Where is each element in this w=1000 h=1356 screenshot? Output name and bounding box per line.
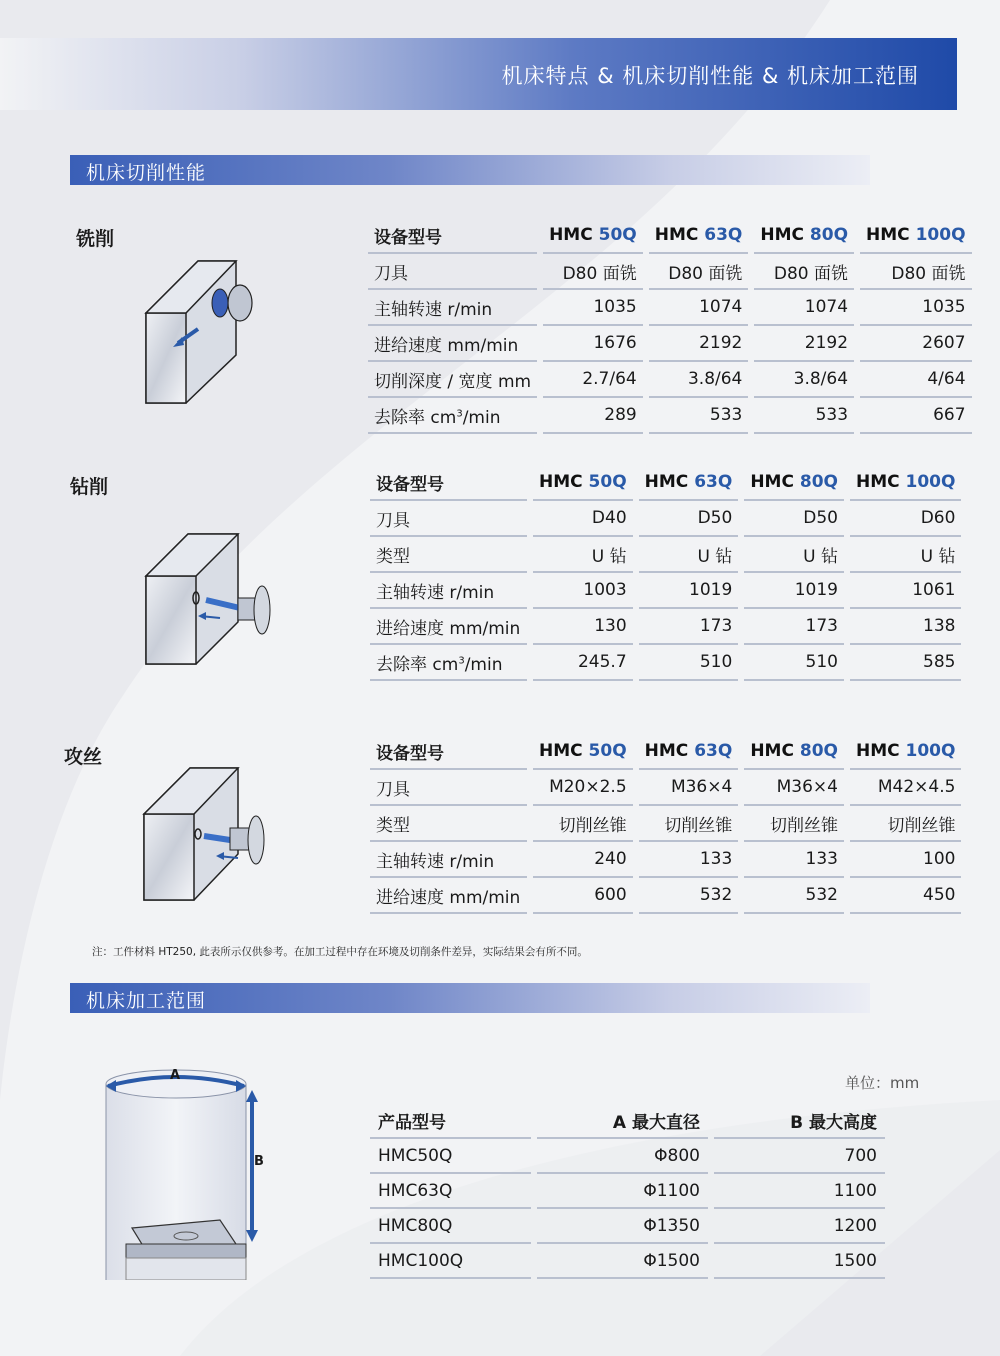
tapping-model-80q: HMC 80Q [744,734,844,770]
tapping-label: 攻丝 [64,746,103,768]
top-banner [0,38,957,110]
drilling-header-label: 设备型号 [370,465,527,501]
table-row: 切削深度 / 宽度 mm 2.7/64 3.8/64 3.8/64 4/64 [368,362,972,398]
milling-illustration [140,255,260,405]
drilling-table [364,465,967,681]
dimension-a-label: A [170,1068,181,1083]
table-row: 刀具 D80 面铣 D80 面铣 D80 面铣 D80 面铣 [368,254,972,290]
page-header-title: 机床特点 & 机床切削性能 & 机床加工范围 [501,64,919,88]
table-row: 刀具 M20×2.5 M36×4 M36×4 M42×4.5 [370,770,961,806]
table-row: 去除率 $cm^3/\min$ 245.7 510 510 585 [370,645,961,681]
unit-label: 单位：mm [845,1074,920,1092]
table-row: 进给速度 mm/min 600 532 532 450 [370,878,961,914]
drilling-model-50q: HMC 50Q [533,465,633,501]
section-bar-cutting [70,155,870,185]
table-row: 进给速度 mm/min 130 173 173 138 [370,609,961,645]
milling-model-63q: HMC 63Q [649,218,749,254]
milling-model-100q: HMC 100Q [860,218,971,254]
tapping-model-50q: HMC 50Q [533,734,633,770]
table-row: HMC100Q Φ1500 1500 [370,1244,885,1279]
drilling-model-80q: HMC 80Q [744,465,844,501]
table-row: 去除率 $cm^3/\min$ 289 533 533 667 [368,398,972,434]
section-bar-range [70,983,870,1013]
table-row: 主轴转速 r/min 1035 1074 1074 1035 [368,290,972,326]
tapping-model-63q: HMC 63Q [639,734,739,770]
milling-table [362,218,978,434]
range-header-model: 产品型号 [370,1104,531,1139]
tapping-model-100q: HMC 100Q [850,734,961,770]
range-table [364,1104,891,1279]
tapping-header-label: 设备型号 [370,734,527,770]
drilling-model-100q: HMC 100Q [850,465,961,501]
footnote: 注：工件材料 HT250, 此表所示仅供参考。在加工过程中存在环境及切削条件差异，实际结果会有所不同。 [92,946,588,958]
table-row: 类型 U 钻 U 钻 U 钻 U 钻 [370,537,961,573]
milling-header-label: 设备型号 [368,218,537,254]
tapping-table [364,734,967,914]
table-row: 类型 切削丝锥 切削丝锥 切削丝锥 切削丝锥 [370,806,961,842]
table-row: HMC80Q Φ1350 1200 [370,1209,885,1244]
section-title-cutting: 机床切削性能 [86,162,207,184]
tapping-illustration [140,764,270,904]
drilling-model-63q: HMC 63Q [639,465,739,501]
range-cylinder-illustration [96,1060,276,1280]
drilling-illustration [140,528,280,668]
section-title-range: 机床加工范围 [86,990,207,1012]
range-header-height: B 最大高度 [714,1104,885,1139]
table-row: HMC63Q Φ1100 1100 [370,1174,885,1209]
range-header-diameter: A 最大直径 [537,1104,708,1139]
drilling-label: 钻削 [70,476,109,498]
table-row: 主轴转速 r/min 240 133 133 100 [370,842,961,878]
milling-model-50q: HMC 50Q [543,218,643,254]
milling-label: 铣削 [76,228,115,250]
table-row: 进给速度 mm/min 1676 2192 2192 2607 [368,326,972,362]
table-row: 刀具 D40 D50 D50 D60 [370,501,961,537]
dimension-b-label: B [254,1154,264,1169]
table-row: 主轴转速 r/min 1003 1019 1019 1061 [370,573,961,609]
milling-model-80q: HMC 80Q [754,218,854,254]
table-row: HMC50Q Φ800 700 [370,1139,885,1174]
